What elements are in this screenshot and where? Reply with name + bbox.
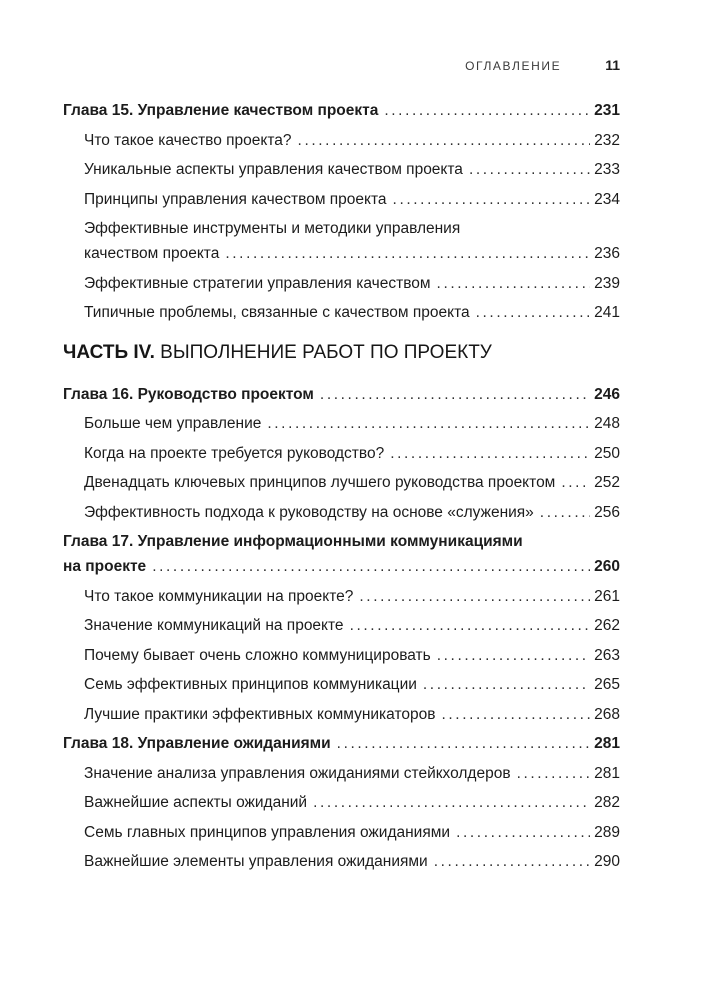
toc-entry[interactable] [63,414,620,434]
entry-row [84,764,620,784]
entry-page-number: 268 [594,705,620,723]
entry-page-number: 289 [594,823,620,841]
entry-title: Когда на проекте требуется руководство? [84,444,385,462]
dot-leader [434,852,590,872]
toc-entry[interactable] [63,587,620,607]
entry-page-number: 236 [594,245,620,262]
entry-title: Глава 16. Руководство проектом [63,385,314,403]
dot-leader [393,190,591,210]
entry-row [84,274,620,294]
dot-leader [390,444,590,464]
dot-leader [152,557,590,577]
entry-title: Семь эффективных принципов коммуникации [84,676,417,693]
toc-entry[interactable] [63,646,620,666]
toc-list [63,101,620,872]
entry-row [84,852,620,872]
entry-title: Глава 17. Управление информационными коммуникациями [63,533,523,550]
entry-row [84,131,620,151]
toc-entry[interactable] [63,274,620,294]
dot-leader [337,734,590,754]
toc-entry[interactable] [63,852,620,872]
entry-row [84,414,620,434]
dot-leader [423,675,590,695]
entry-title: Уникальные аспекты управления качеством проекта [84,161,463,178]
entry-row [84,587,620,607]
entry-row [84,160,620,180]
entry-page-number: 261 [594,587,620,605]
entry-page-number: 281 [594,764,620,782]
dot-leader [298,131,591,151]
entry-row [84,705,620,725]
entry-row [84,616,620,636]
dot-leader [517,764,591,784]
entry-title: Почему бывает очень сложно коммуницировать [84,646,431,664]
toc-entry[interactable] [63,764,620,784]
entry-title: Эффективные стратегии управления качеством [84,274,431,292]
entry-row [63,101,620,121]
entry-page-number: 260 [594,558,620,575]
entry-title: Что такое качество проекта? [84,131,292,149]
entry-row [84,190,620,210]
entry-row [84,646,620,666]
toc-entry[interactable] [63,734,620,754]
toc-entry[interactable] [63,675,620,695]
entry-page-number: 290 [594,853,620,870]
entry-row [84,303,620,323]
dot-leader [313,793,590,813]
toc-entry[interactable] [63,705,620,725]
toc-entry[interactable] [63,823,620,843]
entry-page-number: 250 [594,444,620,462]
dot-leader [469,160,590,180]
page-header [63,57,620,73]
entry-page-number: 265 [594,676,620,693]
part-heading [63,341,620,364]
page-number: 11 [605,57,620,73]
entry-page-number: 281 [594,735,620,752]
entry-title: Важнейшие аспекты ожиданий [84,794,308,811]
toc-entry[interactable] [63,473,620,493]
entry-page-number: 233 [594,161,620,178]
entry-title: Что такое коммуникации на проекте? [84,587,354,605]
dot-leader [320,385,590,405]
toc-entry[interactable] [63,160,620,180]
entry-page-number: 282 [594,794,620,811]
dot-leader [561,473,590,493]
entry-row [63,385,620,405]
dot-leader [225,244,590,264]
toc-entry[interactable] [63,444,620,464]
toc-entry[interactable] [63,385,620,405]
entry-row [84,444,620,464]
entry-row [63,734,620,754]
entry-row [63,557,620,577]
toc-entry[interactable] [63,219,620,264]
entry-row [84,675,620,695]
dot-leader [456,823,590,843]
dot-leader [476,303,591,323]
entry-title: Принципы управления качеством проекта [84,190,387,208]
toc-entry[interactable] [63,793,620,813]
entry-row [84,503,620,523]
entry-title: Лучшие практики эффективных коммуникаторов [84,705,436,723]
entry-title: Эффективность подхода к руководству на основе «служения» [84,503,534,521]
entry-row [84,793,620,813]
toc-entry[interactable] [63,303,620,323]
part-title: ВЫПОЛНЕНИЕ РАБОТ ПО ПРОЕКТУ [160,341,492,363]
entry-page-number: 263 [594,646,620,664]
entry-title: Семь главных принципов управления ожиданиями [84,823,451,841]
dot-leader [267,414,590,434]
entry-page-number: 231 [594,102,620,119]
entry-title: на проекте [63,558,147,575]
entry-title: Значение коммуникаций на проекте [84,617,344,634]
entry-title: Больше чем управление [84,415,262,432]
entry-title: Типичные проблемы, связанные с качеством проекта [84,304,470,321]
entry-page-number: 234 [594,190,620,208]
entry-title: Эффективные инструменты и методики управления [84,220,461,237]
toc-entry[interactable] [63,101,620,121]
toc-entry[interactable] [63,503,620,523]
running-head: ОГЛАВЛЕНИЕ [465,59,562,73]
dot-leader [350,616,591,636]
dot-leader [437,274,591,294]
dot-leader [540,503,590,523]
entry-row [84,473,620,493]
entry-page-number: 246 [594,385,620,403]
toc-entry[interactable] [63,190,620,210]
entry-page-number: 241 [594,304,620,321]
dot-leader [441,705,590,725]
entry-page-number: 232 [594,131,620,149]
entry-page-number: 252 [594,474,620,491]
entry-row [84,823,620,843]
entry-page-number: 248 [594,415,620,432]
toc-entry[interactable] [63,616,620,636]
entry-page-number: 256 [594,503,620,521]
entry-row [84,244,620,264]
entry-title: Глава 15. Управление качеством проекта [63,102,379,119]
entry-title: Значение анализа управления ожиданиями стейкхолдеров [84,764,511,782]
entry-title: Важнейшие элементы управления ожиданиями [84,853,428,870]
dot-leader [384,101,590,121]
toc-entry[interactable] [63,131,620,151]
entry-page-number: 239 [594,274,620,292]
entry-title: качеством проекта [84,245,220,262]
entry-title: Глава 18. Управление ожиданиями [63,735,331,752]
dot-leader [437,646,590,666]
entry-page-number: 262 [594,617,620,634]
toc-entry[interactable] [63,532,620,577]
entry-title: Двенадцать ключевых принципов лучшего руководства проектом [84,474,556,491]
part-number: ЧАСТЬ IV. [63,341,161,363]
dot-leader [359,587,590,607]
